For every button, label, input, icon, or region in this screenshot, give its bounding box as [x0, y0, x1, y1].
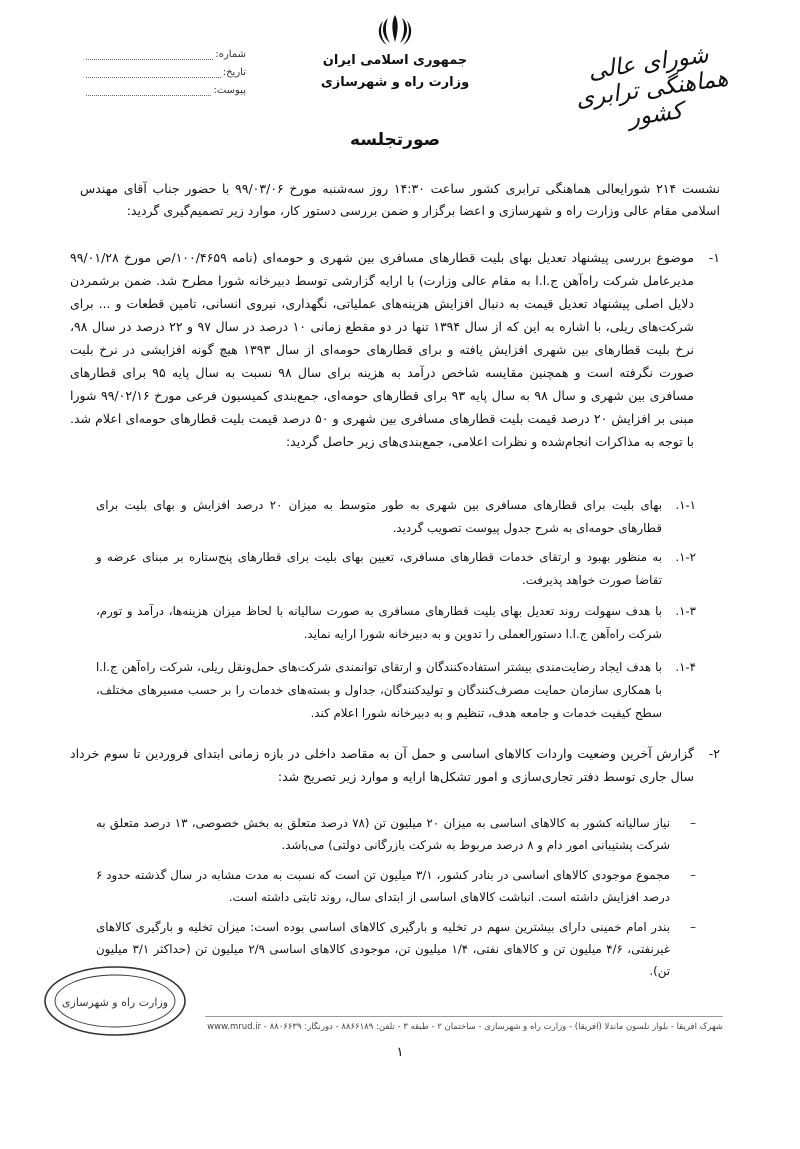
intro-paragraph: نشست ۲۱۴ شورایعالی هماهنگی ترابری کشور ساعت ۱۴:۳۰ روز سه‌شنبه مورخ ۹۹/۰۳/۰۶ با حضور جناب آقای مهندس اسلامی مقام عالی وزارت راه و شهرسازی و اعضا برگزار و ضمن بررسی دستور کار، موارد زیر تصمیم‌گیری گردید: [80, 181, 721, 218]
bullet-2-3: – بندر امام خمینی دارای بیشترین سهم در تخلیه و بارگیری کالاهای اساسی بوده است: میزان تخلیه و بارگیری کالاهای غیرنفتی، ۴/۶ میلیون تن و کالاهای نفتی، ۱/۴ میلیون تن، موجودی کالاهای اساسی ۲/۹ میلیون تن (حداکثر ۳/۱ میلیون تن). [96, 920, 696, 978]
subitem-1-2: ۱-۲. به منظور بهبود و ارتقای خدمات قطارهای مسافری، تعیین بهای بلیت برای قطارهای پنج‌ستاره بر مبنای عرضه و تقاضا صورت خواهد پذیرفت. [96, 550, 696, 587]
agenda-item-1: ۱- موضوع بررسی پیشنهاد تعدیل بهای بلیت قطارهای مسافری بین شهری و حومه‌ای (نامه ۱۰۰/۴۶۵۹/ص مورخ ۹۹/۰۱/۲۸ مدیرعامل شرکت راه‌آهن ج.ا.ا به مقام عالی وزارت) با ارایه گزارشی توسط دبیرخانه شورا مطرح شد. ضمن برشمردن دلایل اصلی پیشنهاد تعدیل قیمت به دنبال افزایش هزینه‌های عملیاتی، نگهداری، نیروی انسانی، تامین قطعات و ... برای شرکت‌های ریلی، با اشاره به این که از سال ۱۳۹۴ تنها در دو مقطع زمانی ۱۰ درصد در سال ۹۷ و ۲۲ درصد در سال ۹۸، نرخ بلیت قطارهای بین شهری افزایش یافته و برای قطارهای حومه‌ای از سال ۱۳۹۳ هیچ گونه افزایشی در نرخ بلیت صورت نگرفته است و همچنین مقایسه شاخص درآمد به هزینه برای سال ۹۸ نسبت به سال پایه ۹۵ برای قطارهای مسافری بین شهری و سال ۹۸ به سال پایه ۹۳ برای قطارهای حومه‌ای، جمع‌بندی کمیسیون فرعی مورخ ۹۹/۰۲/۱۶ شورا مبنی بر افزایش ۲۰ درصد قیمت بلیت قطارهای مسافری بین شهری و ۵۰ درصد قیمت بلیت قطارهای حومه‌ای اعلام شد. با توجه به مذاکرات انجام‌شده و نظرات اعلامی، جمع‌بندی‌های زیر حاصل گردید: [70, 250, 720, 449]
document-title: صورتجلسه [349, 130, 441, 150]
agenda-item-2: ۲- گزارش آخرین وضعیت واردات کالاهای اساسی و حمل آن به مقاصد داخلی در بازه زمانی ابتدای فروردین تا سوم خرداد سال جاری توسط دفتر تجاری‌سازی و امور تشکل‌ها ارایه و موارد زیر تصریح شد: [70, 746, 720, 784]
meta-number: شماره: [86, 42, 246, 60]
stamp-text: وزارت راه و شهرسازی [61, 996, 169, 1009]
ministry-name: وزارت راه و شهرسازی [320, 75, 470, 90]
bullet-2-2: – مجموع موجودی کالاهای اساسی در بنادر کشور، ۳/۱ میلیون تن است که نسبت به مدت مشابه در سال گذشته حدود ۶ درصد افزایش داشته است. انباشت کالاهای اساسی از ابتدای سال، روند ثابتی داشته است. [96, 868, 696, 904]
footer-address: شهرک آفریقا - بلوار نلسون ماندلا (آفریقا) - وزارت راه و شهرسازی - ساختمان ۲ - طبقه ۳ - تلفن: ۸۸۶۶۱۸۹ - دورنگار: ۸۸۰۶۶۳۹ - www.mrud.ir [207, 1022, 723, 1032]
letter-meta [86, 42, 246, 96]
meta-attachment: پیوست: [86, 78, 246, 96]
council-name-calligraphy [562, 30, 742, 132]
footer-divider [205, 1016, 723, 1017]
subitem-1-3: ۱-۳. با هدف سهولت روند تعدیل بهای بلیت قطارهای مسافری به صورت سالیانه با لحاظ میزان هزینه‌ها، درآمد و تورم، شرکت راه‌آهن ج.ا.ا دستورالعملی را تدوین و به دبیرخانه شورا ارایه نماید. [96, 604, 696, 641]
bullet-2-1: – نیاز سالیانه کشور به کالاهای اساسی به میزان ۲۰ میلیون تن (۷۸ درصد متعلق به بخش خصوصی، ۱۳ درصد متعلق به شرکت پشتیبانی امور دام و ۸ درصد مربوط به شرکت بازرگانی دولتی) می‌باشد. [96, 816, 696, 852]
republic-name: جمهوری اسلامی ایران [322, 53, 468, 68]
subitem-1-1: ۱-۱. بهای بلیت برای قطارهای مسافری بین شهری به طور متوسط به میزان ۲۰ درصد افزایش و بهای بلیت برای قطارهای حومه‌ای به شرح جدول پیوست تصویب گردید. [96, 498, 696, 535]
official-stamp [40, 962, 190, 1040]
subitem-1-4: ۱-۴. با هدف ایجاد رضایت‌مندی بیشتر استفاده‌کنندگان و ارتقای توانمندی شرکت‌های حمل‌ونقل ریلی، شرکت راه‌آهن ج.ا.ا با همکاری سازمان حمایت مصرف‌کنندگان و تولیدکنندگان، جداول و بسته‌های خدمات را بر حسب مسیرهای مختلف، سطح کیفیت خدمات و جامعه هدف، تنظیم و به دبیرخانه شورا اعلام کند. [96, 660, 696, 720]
iran-emblem-icon [375, 12, 415, 48]
council-name: شورای عالی هماهنگی ترابری کشور [574, 41, 730, 132]
page-number: ۱ [396, 1045, 404, 1060]
meta-date: تاریخ: [86, 60, 246, 78]
government-heading [300, 50, 490, 94]
